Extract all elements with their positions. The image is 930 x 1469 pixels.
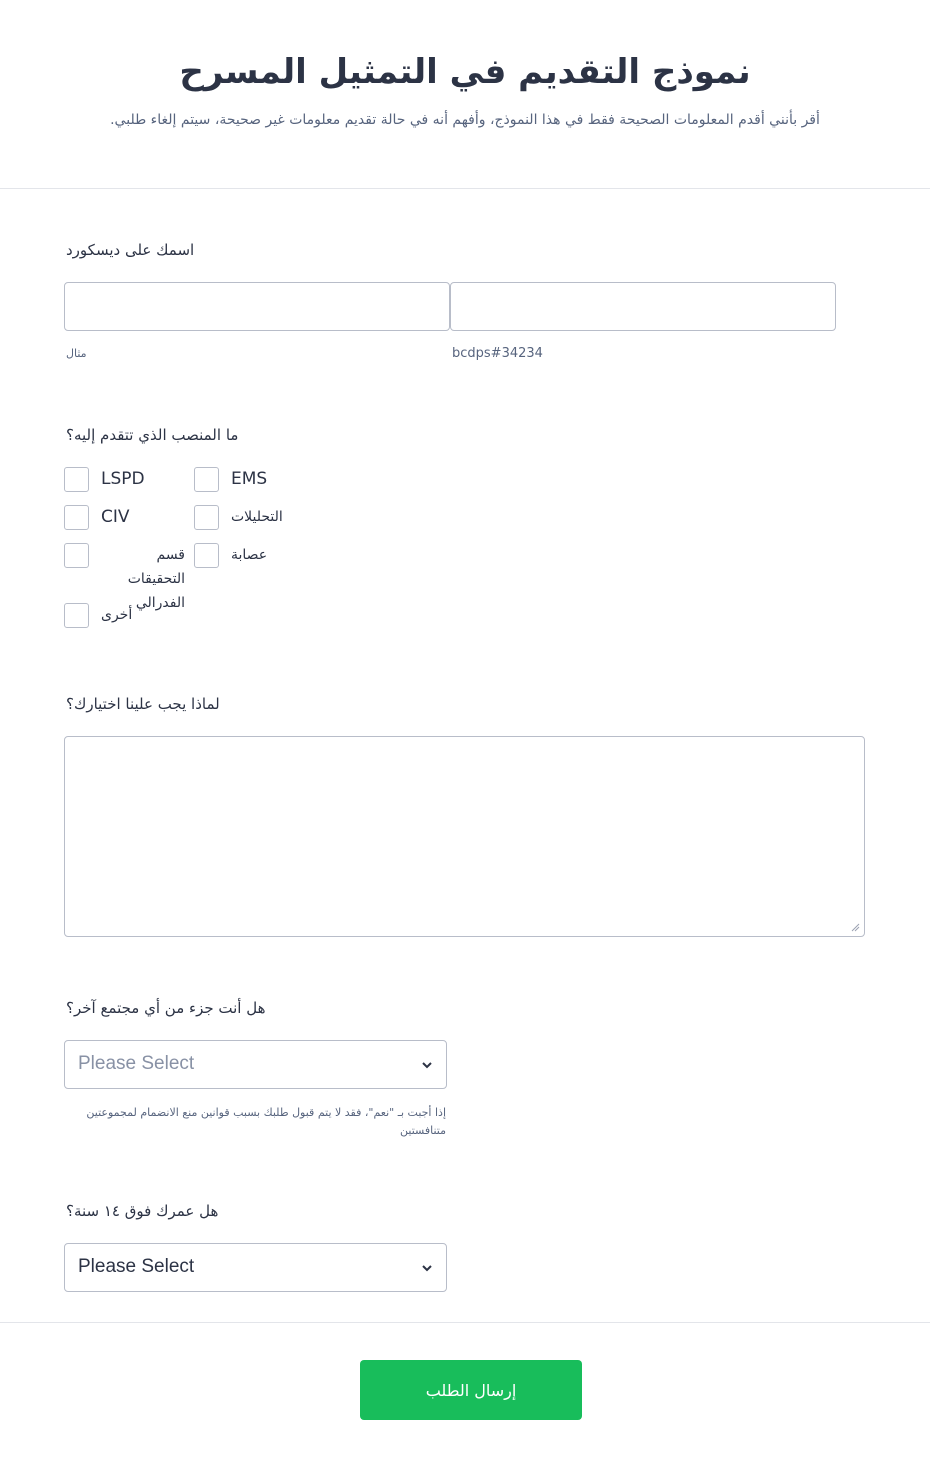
footer-divider (0, 1322, 930, 1323)
discord-label: اسمك على ديسكورد (66, 241, 195, 259)
checkbox-analytics[interactable] (194, 505, 219, 530)
option-analytics-label: التحليلات (231, 509, 283, 525)
option-other-label: أخرى (101, 607, 133, 623)
age-label: هل عمرك فوق ١٤ سنة؟ (66, 1202, 219, 1220)
option-lspd-label: LSPD (101, 469, 145, 489)
age-select[interactable] (64, 1243, 447, 1292)
checkbox-ems[interactable] (194, 467, 219, 492)
checkbox-fbi[interactable] (64, 543, 89, 568)
option-ems[interactable] (194, 467, 267, 492)
discord-first-sublabel: مثال (66, 347, 87, 360)
community-select[interactable] (64, 1040, 447, 1089)
option-gang[interactable] (194, 543, 267, 568)
why-label: لماذا يجب علينا اختيارك؟ (66, 695, 220, 713)
option-other[interactable] (64, 603, 132, 628)
option-analytics[interactable] (194, 505, 283, 530)
chevron-down-icon (420, 1261, 434, 1275)
age-select-value: Please Select (78, 1256, 195, 1277)
community-label: هل أنت جزء من أي مجتمع آخر؟ (66, 999, 266, 1017)
resize-grip-icon[interactable] (850, 922, 860, 932)
community-select-value: Please Select (78, 1053, 195, 1074)
discord-second-input[interactable] (450, 282, 836, 331)
option-ems-label: EMS (231, 469, 268, 489)
chevron-down-icon (420, 1058, 434, 1072)
form-header (0, 0, 930, 189)
checkbox-gang[interactable] (194, 543, 219, 568)
option-lspd[interactable] (64, 467, 145, 492)
discord-second-sublabel: bcdps#34234 (452, 346, 543, 361)
community-hint: إذا أجبت بـ "نعم"، فقد لا يتم قبول طلبك بسبب قوانين منع الانضمام لمجموعتين متنافستين (86, 1106, 446, 1137)
form-subtitle: أقر بأنني أقدم المعلومات الصحيحة فقط في هذا النموذج، وأفهم أنه في حالة تقديم معلومات غير صحيحة، سيتم إلغاء طلبي. (110, 112, 820, 128)
why-textarea[interactable] (64, 736, 865, 937)
submit-button[interactable]: إرسال الطلب (360, 1360, 582, 1420)
checkbox-other[interactable] (64, 603, 89, 628)
option-civ-label: CIV (101, 507, 130, 527)
option-civ[interactable] (64, 505, 130, 530)
position-label: ما المنصب الذي تتقدم إليه؟ (66, 426, 239, 444)
option-fbi-label: قسم التحقيقات الفدرالي (127, 547, 185, 611)
form-title: نموذج التقديم في التمثيل المسرح (179, 52, 751, 92)
checkbox-civ[interactable] (64, 505, 89, 530)
checkbox-lspd[interactable] (64, 467, 89, 492)
discord-first-input[interactable] (64, 282, 450, 331)
option-gang-label: عصابة (231, 547, 268, 563)
